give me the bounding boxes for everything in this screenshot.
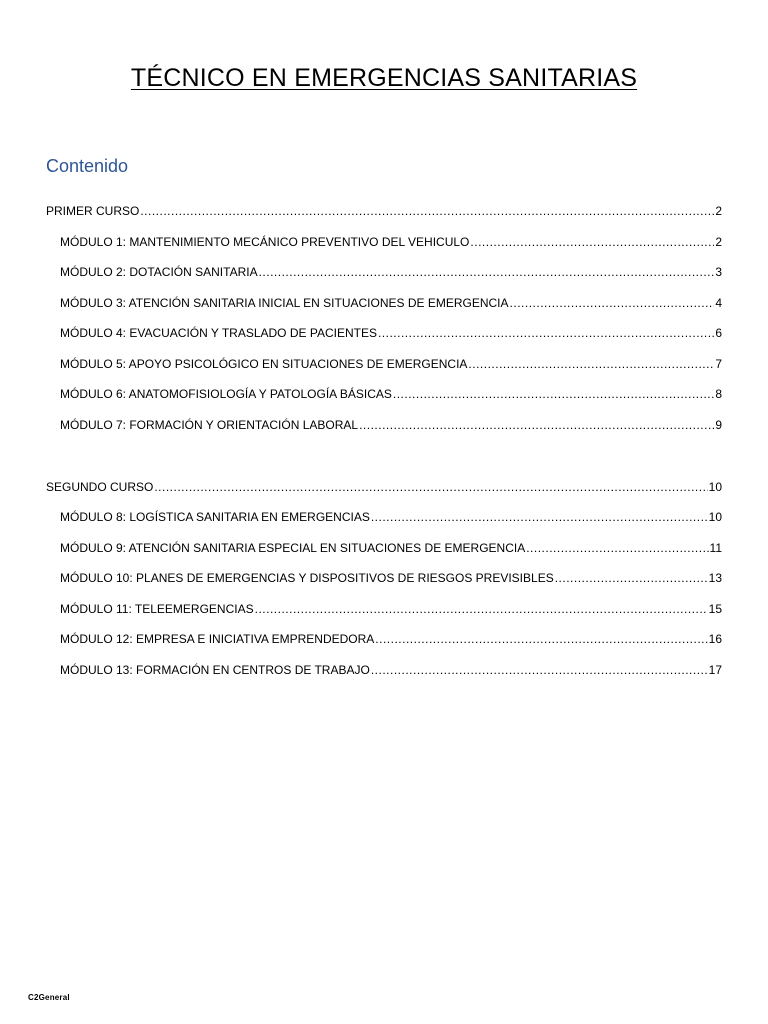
toc-dot-leader [375,631,707,647]
toc-entry-label: PRIMER CURSO [46,204,140,218]
toc-entry-label: MÓDULO 10: PLANES DE EMERGENCIAS Y DISPOSITIVOS DE RIESGOS PREVISIBLES [60,571,554,585]
toc-entry-page-number: 16 [708,632,722,646]
toc-entry-page-number: 4 [715,296,722,310]
toc-entry[interactable] [60,417,722,433]
toc-entry-label: MÓDULO 13: FORMACIÓN EN CENTROS DE TRABAJO [60,663,370,677]
toc-dot-leader [510,295,715,311]
toc-entry-label: MÓDULO 6: ANATOMOFISIOLOGÍA Y PATOLOGÍA BÁSICAS [60,387,392,401]
toc-entry-page-number: 2 [715,204,722,218]
toc-entry[interactable] [60,264,722,280]
classification-label: C2General [28,993,70,1002]
toc-entry[interactable] [60,295,722,311]
toc-entry-page-number: 7 [715,357,722,371]
toc-dot-leader [255,601,708,617]
toc-entry[interactable] [60,509,722,525]
toc-dot-leader [378,325,714,341]
toc-entry-page-number: 11 [709,541,722,555]
toc-entry[interactable] [60,631,722,647]
toc-entry-page-number: 15 [708,602,722,616]
toc-entry-label: MÓDULO 4: EVACUACIÓN Y TRASLADO DE PACIENTES [60,326,377,340]
toc-dot-leader [259,264,715,280]
toc-entry-page-number: 10 [708,510,722,524]
toc-dot-leader [468,356,714,372]
toc-entry-label: MÓDULO 11: TELEEMERGENCIAS [60,602,254,616]
toc-entry-page-number: 2 [715,235,722,249]
toc-entry[interactable] [60,540,722,556]
toc-entry-page-number: 6 [715,326,722,340]
toc-entry-label: MÓDULO 3: ATENCIÓN SANITARIA INICIAL EN SITUACIONES DE EMERGENCIA [60,296,509,310]
toc-entry-label: MÓDULO 7: FORMACIÓN Y ORIENTACIÓN LABORAL [60,418,359,432]
toc-entry-label: MÓDULO 8: LOGÍSTICA SANITARIA EN EMERGENCIAS [60,510,370,524]
toc-entry[interactable] [60,570,722,586]
toc-dot-leader [154,479,707,495]
toc-dot-leader [526,540,708,556]
toc-entry-page-number: 10 [708,480,722,494]
toc-entry[interactable] [60,325,722,341]
toc-entry[interactable] [46,203,722,219]
toc-entry[interactable] [60,386,722,402]
toc-entry-label: SEGUNDO CURSO [46,480,154,494]
toc-entry-label: MÓDULO 1: MANTENIMIENTO MECÁNICO PREVENTIVO DEL VEHICULO [60,235,470,249]
toc-entry[interactable] [60,601,722,617]
toc-dot-leader [371,662,708,678]
toc-entry-label: MÓDULO 12: EMPRESA E INICIATIVA EMPRENDEDORA [60,632,375,646]
toc-entry-page-number: 17 [708,663,722,677]
toc-dot-leader [470,234,714,250]
toc-entry-label: MÓDULO 5: APOYO PSICOLÓGICO EN SITUACIONES DE EMERGENCIA [60,357,468,371]
toc-dot-leader [371,509,708,525]
toc-entry-page-number: 13 [708,571,722,585]
document-title: TÉCNICO EN EMERGENCIAS SANITARIAS [130,64,638,92]
toc-entry-label: MÓDULO 9: ATENCIÓN SANITARIA ESPECIAL EN SITUACIONES DE EMERGENCIA [60,541,526,555]
toc-entry-page-number: 9 [715,418,722,432]
toc-dot-leader [555,570,708,586]
toc-heading: Contenido [46,156,129,176]
toc-entry-page-number: 3 [715,265,722,279]
toc-dot-leader [140,203,714,219]
toc-entry[interactable] [46,479,722,495]
toc-dot-leader [393,386,714,402]
toc-entry-page-number: 8 [715,387,722,401]
toc-entry[interactable] [60,662,722,678]
toc-entry-label: MÓDULO 2: DOTACIÓN SANITARIA [60,265,258,279]
toc-entry[interactable] [60,234,722,250]
toc-dot-leader [359,417,714,433]
toc-entry[interactable] [60,356,722,372]
